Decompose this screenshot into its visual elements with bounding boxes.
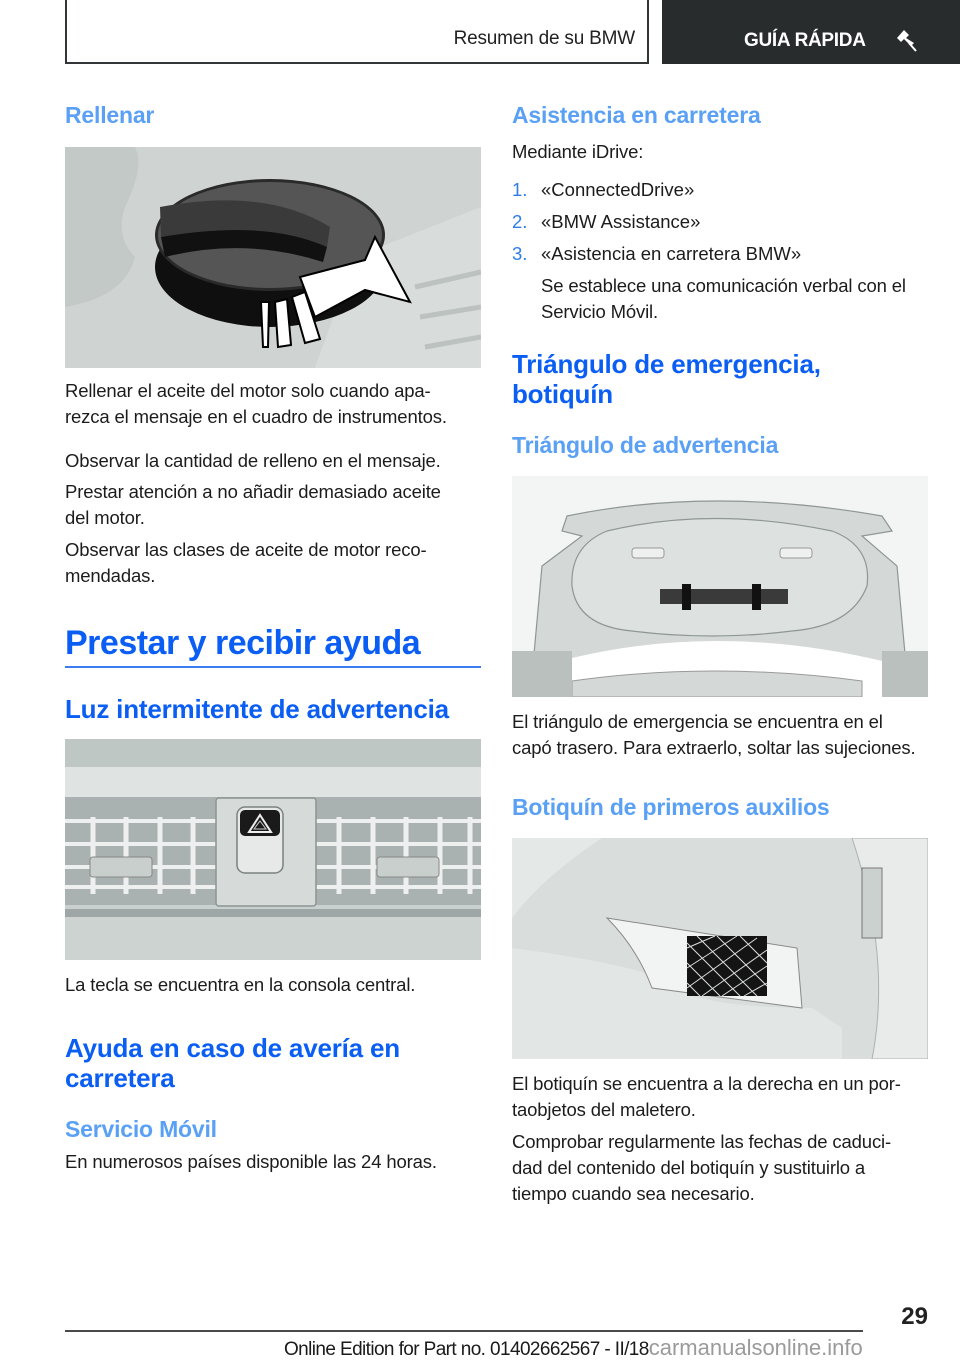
edition-text: Online Edition for Part no. 01402662567 - II/18 bbox=[284, 1339, 649, 1360]
heading-rellenar: Rellenar bbox=[65, 102, 155, 128]
step-3-note bbox=[541, 273, 941, 325]
text-line: Prestar atención a no añadir demasiado aceite bbox=[65, 481, 441, 502]
heading-line: carretera bbox=[65, 1063, 175, 1093]
heading-line: botiquín bbox=[512, 379, 613, 409]
text-line: mendadas. bbox=[65, 565, 156, 586]
page-number: 29 bbox=[901, 1303, 928, 1330]
text-line: Servicio Móvil. bbox=[541, 301, 658, 322]
chapter-heading-rule bbox=[65, 666, 481, 668]
footer-edition bbox=[284, 1335, 863, 1361]
heading-line: Triángulo de emergencia, bbox=[512, 349, 821, 379]
step-text: «BMW Assistance» bbox=[541, 211, 701, 232]
text-line: Observar las clases de aceite de motor reco- bbox=[65, 539, 427, 560]
heading-first-aid-kit: Botiquín de primeros auxilios bbox=[512, 794, 830, 820]
heading-warning-triangle: Triángulo de advertencia bbox=[512, 432, 779, 458]
step-number: 2. bbox=[512, 211, 528, 232]
warning-triangle-text bbox=[512, 709, 942, 761]
step-number: 1. bbox=[512, 179, 528, 200]
text-line: capó trasero. Para extraerlo, soltar las sujeciones. bbox=[512, 737, 916, 758]
rellenar-paragraph-3 bbox=[65, 479, 485, 531]
step-text: «Asistencia en carretera BMW» bbox=[541, 243, 802, 264]
chapter-tab bbox=[662, 0, 960, 64]
hazard-button-image bbox=[65, 739, 481, 960]
trunk-lid-triangle-image bbox=[512, 476, 928, 697]
heading-triangle-first-aid bbox=[512, 349, 821, 409]
chapter-heading: Prestar y recibir ayuda bbox=[65, 624, 421, 662]
heading-mobile-service: Servicio Móvil bbox=[65, 1116, 217, 1142]
hazard-caption: La tecla se encuentra en la consola central. bbox=[65, 974, 416, 995]
rellenar-paragraph-1 bbox=[65, 378, 485, 430]
text-line: Se establece una comunicación verbal con el bbox=[541, 275, 906, 296]
heading-hazard-lights: Luz intermitente de advertencia bbox=[65, 694, 449, 724]
rellenar-paragraph-2: Observar la cantidad de relleno en el mensaje. bbox=[65, 450, 441, 471]
text-line: taobjetos del maletero. bbox=[512, 1099, 696, 1120]
text-line: dad del contenido del botiquín y sustituirlo a bbox=[512, 1157, 866, 1178]
text-line: Rellenar el aceite del motor solo cuando apa- bbox=[65, 380, 431, 401]
first-aid-kit-image bbox=[512, 838, 928, 1059]
heading-roadside-assistance: Asistencia en carretera bbox=[512, 102, 761, 128]
roadside-intro: Mediante iDrive: bbox=[512, 141, 644, 162]
heading-line: Ayuda en caso de avería en bbox=[65, 1033, 400, 1063]
text-line: rezca el mensaje en el cuadro de instrumentos. bbox=[65, 406, 447, 427]
mobile-service-text: En numerosos países disponible las 24 horas. bbox=[65, 1151, 437, 1172]
text-line: Comprobar regularmente las fechas de caduci- bbox=[512, 1131, 892, 1152]
text-line: del motor. bbox=[65, 507, 145, 528]
step-text: «ConnectedDrive» bbox=[541, 179, 695, 200]
watermark: carmanualsonline.info bbox=[648, 1335, 863, 1360]
chapter-tab-label: GUÍA RÁPIDA bbox=[744, 30, 866, 51]
footer-rule bbox=[65, 1330, 863, 1332]
oil-filler-cap-image bbox=[65, 147, 481, 368]
rellenar-paragraph-4 bbox=[65, 537, 485, 589]
text-line: El triángulo de emergencia se encuentra en el bbox=[512, 711, 883, 732]
first-aid-paragraph-1 bbox=[512, 1071, 932, 1123]
section-header-box bbox=[65, 0, 649, 64]
heading-breakdown-assistance bbox=[65, 1033, 400, 1093]
text-line: El botiquín se encuentra a la derecha en un por- bbox=[512, 1073, 901, 1094]
section-title: Resumen de su BMW bbox=[453, 28, 635, 49]
first-aid-paragraph-2 bbox=[512, 1129, 932, 1207]
text-line: tiempo cuando sea necesario. bbox=[512, 1183, 755, 1204]
pushpin-icon bbox=[894, 28, 920, 54]
step-number: 3. bbox=[512, 243, 528, 264]
